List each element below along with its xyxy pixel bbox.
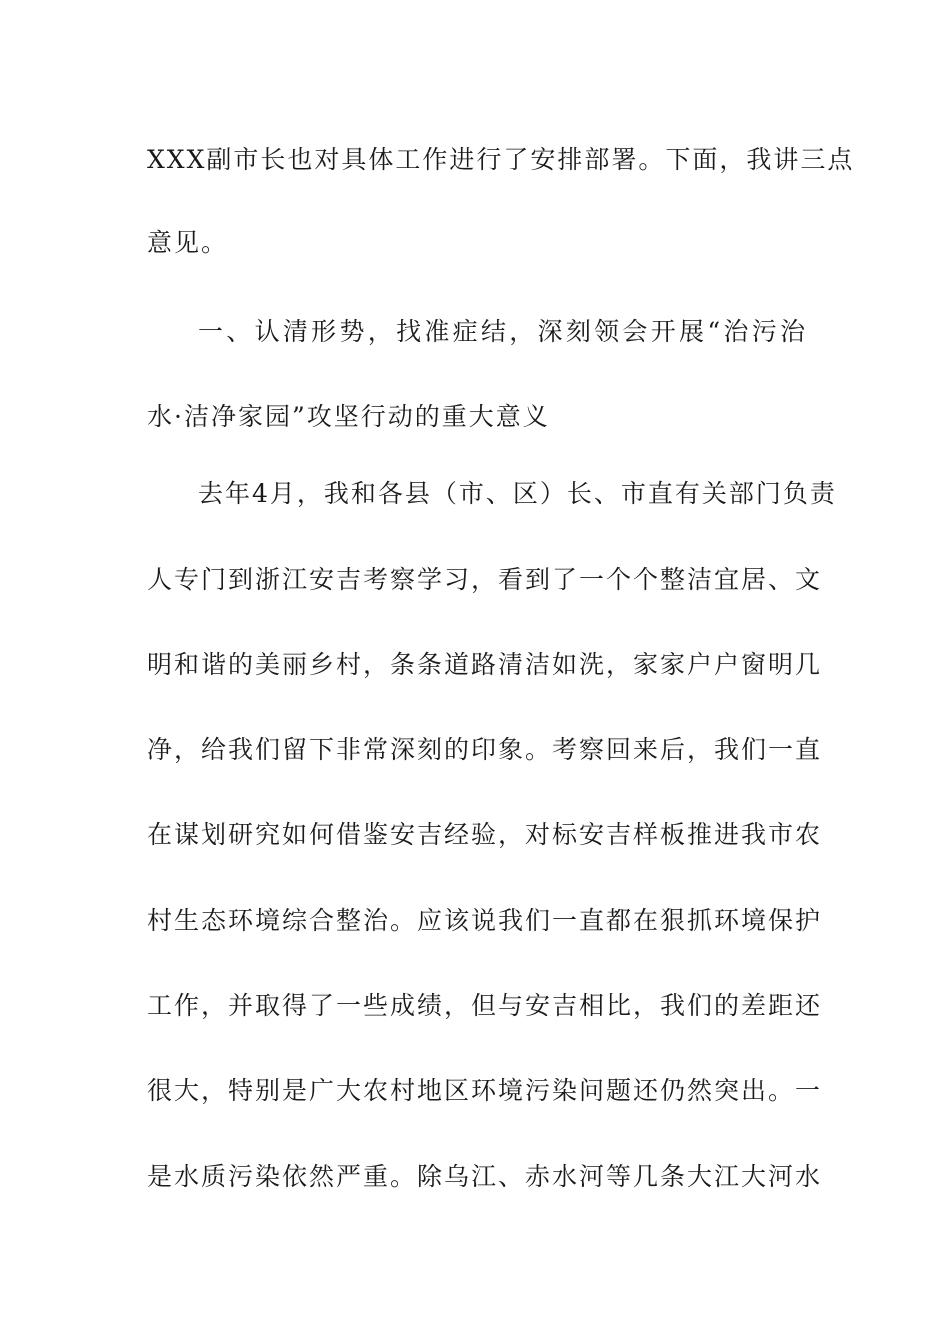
text-line-12: 很大，特别是广大农村地区环境污染问题还仍然突出。一 bbox=[147, 1076, 823, 1105]
text-line-5: 去年4月，我和各县（市、区）长、市直有关部门负责 bbox=[198, 479, 837, 508]
section-heading-line-1: 一、认清形势，找准症结，深刻领会开展“治污治 bbox=[198, 317, 807, 346]
text-line-7: 明和谐的美丽乡村，条条道路清洁如洗，家家户户窗明几 bbox=[147, 650, 823, 679]
text-line-11: 工作，并取得了一些成绩，但与安吉相比，我们的差距还 bbox=[147, 991, 823, 1020]
text-line-13: 是水质污染依然严重。除乌江、赤水河等几条大江大河水 bbox=[147, 1162, 823, 1191]
text-line-1: XXX副市长也对具体工作进行了安排部署。下面，我讲三点 bbox=[147, 145, 855, 174]
text-line-8: 净，给我们留下非常深刻的印象。考察回来后，我们一直 bbox=[147, 735, 823, 764]
text-line-9: 在谋划研究如何借鉴安吉经验，对标安吉样板推进我市农 bbox=[147, 820, 823, 849]
text-line-10: 村生态环境综合整治。应该说我们一直都在狠抓环境保护 bbox=[147, 906, 823, 935]
text-line-2: 意见。 bbox=[147, 228, 229, 257]
text-line-6: 人专门到浙江安吉考察学习，看到了一个个整洁宜居、文 bbox=[147, 565, 823, 594]
section-heading-line-2: 水·洁净家园”攻坚行动的重大意义 bbox=[147, 402, 550, 431]
